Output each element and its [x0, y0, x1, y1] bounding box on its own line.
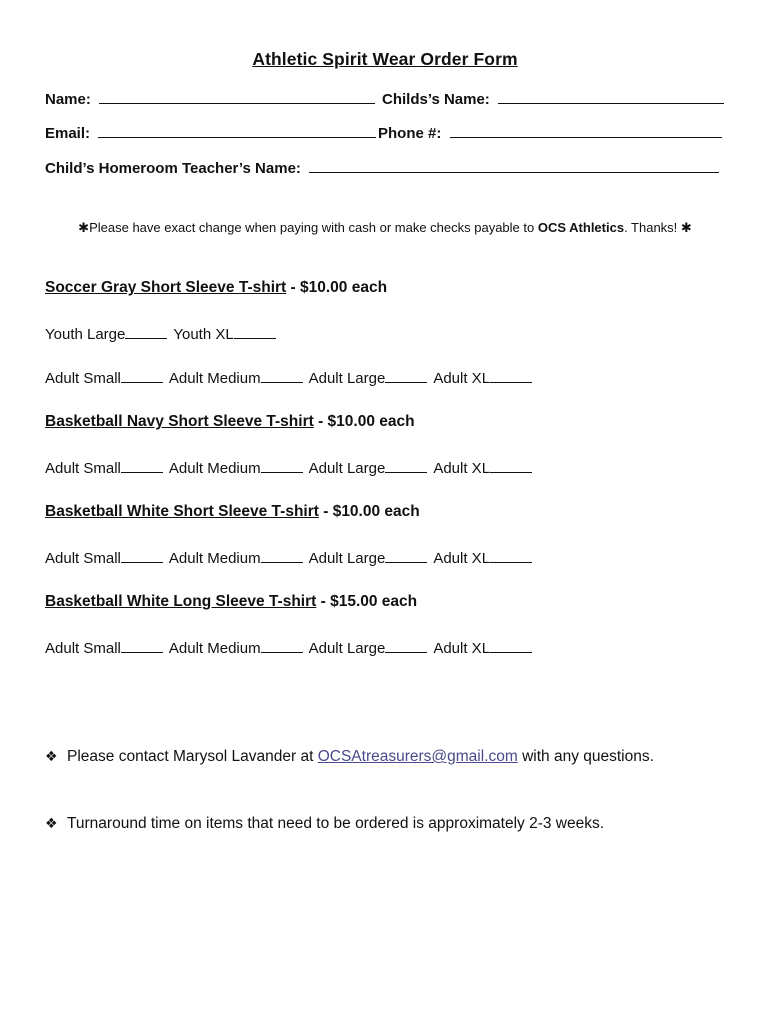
quantity-blank[interactable]	[121, 548, 163, 563]
section-price: - $15.00 each	[316, 593, 418, 610]
size-label: Youth XL	[173, 326, 234, 343]
size-label: Adult XL	[433, 460, 491, 477]
size-label: Youth Large	[45, 326, 126, 343]
name-label: Name:	[45, 91, 91, 108]
child-name-input-line[interactable]	[498, 88, 724, 104]
quantity-blank[interactable]	[490, 638, 532, 653]
phone-input-line[interactable]	[450, 122, 722, 138]
quantity-blank[interactable]	[121, 368, 163, 383]
note-text-before: Please have exact change when paying with cash or make checks payable to	[89, 220, 538, 235]
quantity-blank[interactable]	[261, 458, 303, 473]
name-field	[45, 88, 375, 108]
size-row	[45, 548, 538, 567]
asterisk-star-icon: ✱	[680, 220, 692, 235]
size-label: Adult Large	[308, 460, 386, 477]
child-name-label: Childs’s Name:	[382, 91, 490, 108]
section-title-text: Basketball White Long Sleeve T-shirt	[45, 593, 317, 610]
note-text-after: . Thanks!	[624, 220, 681, 235]
size-row	[45, 638, 538, 657]
contact-text-before: Please contact Marysol Lavander at	[67, 748, 318, 765]
section-title-text: Basketball Navy Short Sleeve T-shirt	[45, 413, 314, 430]
quantity-blank[interactable]	[121, 638, 163, 653]
turnaround-text: Turnaround time on items that need to be ordered is approximately 2-3 weeks.	[67, 815, 605, 832]
section-price: - $10.00 each	[313, 413, 415, 430]
size-row	[45, 324, 282, 343]
section-title	[45, 503, 420, 521]
email-input-line[interactable]	[98, 122, 376, 138]
size-label: Adult Medium	[168, 550, 261, 567]
quantity-blank[interactable]	[385, 548, 427, 563]
diamond-bullet-icon: ❖	[45, 815, 58, 831]
quantity-blank[interactable]	[385, 638, 427, 653]
section-title	[45, 413, 415, 431]
quantity-blank[interactable]	[125, 324, 167, 339]
contact-email-link[interactable]: OCSAtreasurers@gmail.com	[317, 748, 518, 765]
size-label: Adult Large	[308, 550, 386, 567]
size-row	[45, 458, 538, 477]
note-payee: OCS Athletics	[537, 220, 625, 235]
teacher-input-line[interactable]	[309, 157, 719, 173]
phone-label: Phone #:	[378, 125, 442, 142]
size-label: Adult Medium	[168, 640, 261, 657]
turnaround-bullet	[45, 815, 604, 833]
asterisk-star-icon: ✱	[78, 220, 90, 235]
size-label: Adult Large	[308, 640, 386, 657]
size-label: Adult Small	[45, 640, 121, 657]
contact-text-after: with any questions.	[517, 748, 654, 765]
form-title: Athletic Spirit Wear Order Form	[252, 49, 518, 69]
section-price: - $10.00 each	[286, 279, 388, 296]
teacher-field	[45, 157, 719, 177]
teacher-label: Child’s Homeroom Teacher’s Name:	[45, 160, 301, 177]
size-label: Adult Small	[45, 460, 121, 477]
size-label: Adult Medium	[168, 460, 261, 477]
size-row	[45, 368, 538, 387]
quantity-blank[interactable]	[385, 368, 427, 383]
section-title-text: Basketball White Short Sleeve T-shirt	[45, 503, 319, 520]
quantity-blank[interactable]	[234, 324, 276, 339]
contact-bullet	[45, 748, 654, 766]
size-label: Adult XL	[433, 640, 491, 657]
name-input-line[interactable]	[99, 88, 375, 104]
size-label: Adult XL	[433, 550, 491, 567]
quantity-blank[interactable]	[261, 368, 303, 383]
size-label: Adult Large	[308, 370, 386, 387]
quantity-blank[interactable]	[490, 368, 532, 383]
quantity-blank[interactable]	[490, 548, 532, 563]
section-title	[45, 593, 417, 611]
size-label: Adult Small	[45, 550, 121, 567]
section-title-text: Soccer Gray Short Sleeve T-shirt	[45, 279, 287, 296]
section-price: - $10.00 each	[318, 503, 420, 520]
size-label: Adult Medium	[168, 370, 261, 387]
quantity-blank[interactable]	[261, 638, 303, 653]
section-title	[45, 279, 387, 297]
quantity-blank[interactable]	[385, 458, 427, 473]
quantity-blank[interactable]	[490, 458, 532, 473]
size-label: Adult XL	[433, 370, 491, 387]
quantity-blank[interactable]	[261, 548, 303, 563]
email-label: Email:	[45, 125, 91, 142]
size-label: Adult Small	[45, 370, 121, 387]
phone-field	[378, 122, 722, 142]
child-name-field	[382, 88, 724, 108]
diamond-bullet-icon: ❖	[45, 748, 58, 764]
email-field	[45, 122, 376, 142]
quantity-blank[interactable]	[121, 458, 163, 473]
payment-note	[0, 220, 770, 236]
